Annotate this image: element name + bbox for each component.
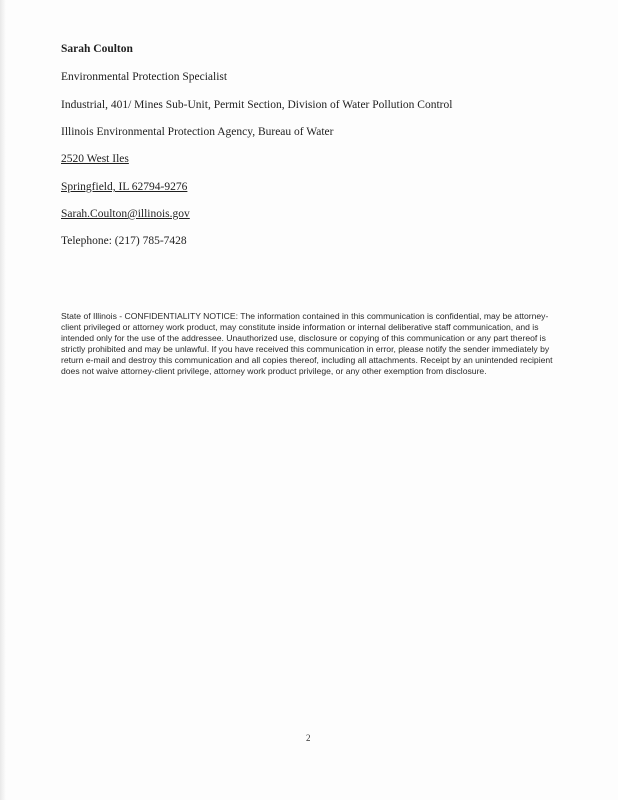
- confidentiality-notice: State of Illinois - CONFIDENTIALITY NOTICE: The information contained in this communication is confidential, may be attorney-client privileged or attorney work product, may constitute inside information or internal deliberative staff communication, and is intended only for the use of the addressee. Unauthorized use, disclosure or copying of this communication or any part thereof is strictly prohibited and may be unlawful. If you have received this communication in error, please notify the sender immediately by return e-mail and destroy this communication and all copies thereof, including all attachments. Receipt by an unintended recipient does not waive attorney-client privilege, attorney work product privilege, or any other exemption from disclosure.: [61, 311, 553, 376]
- sender-agency: Illinois Environmental Protection Agency, Bureau of Water: [61, 126, 334, 138]
- scan-edge-shading: [0, 0, 6, 800]
- sender-city-address: Springfield, IL 62794-9276: [61, 181, 188, 193]
- sender-street-address: 2520 West Iles: [61, 153, 129, 165]
- sender-title: Environmental Protection Specialist: [61, 71, 228, 83]
- sender-telephone: Telephone: (217) 785-7428: [61, 235, 187, 247]
- page-number: 2: [306, 733, 311, 743]
- sender-email-link[interactable]: Sarah.Coulton@illinois.gov: [61, 208, 190, 220]
- sender-unit: Industrial, 401/ Mines Sub-Unit, Permit Section, Division of Water Pollution Control: [61, 99, 453, 111]
- sender-name: Sarah Coulton: [61, 43, 133, 55]
